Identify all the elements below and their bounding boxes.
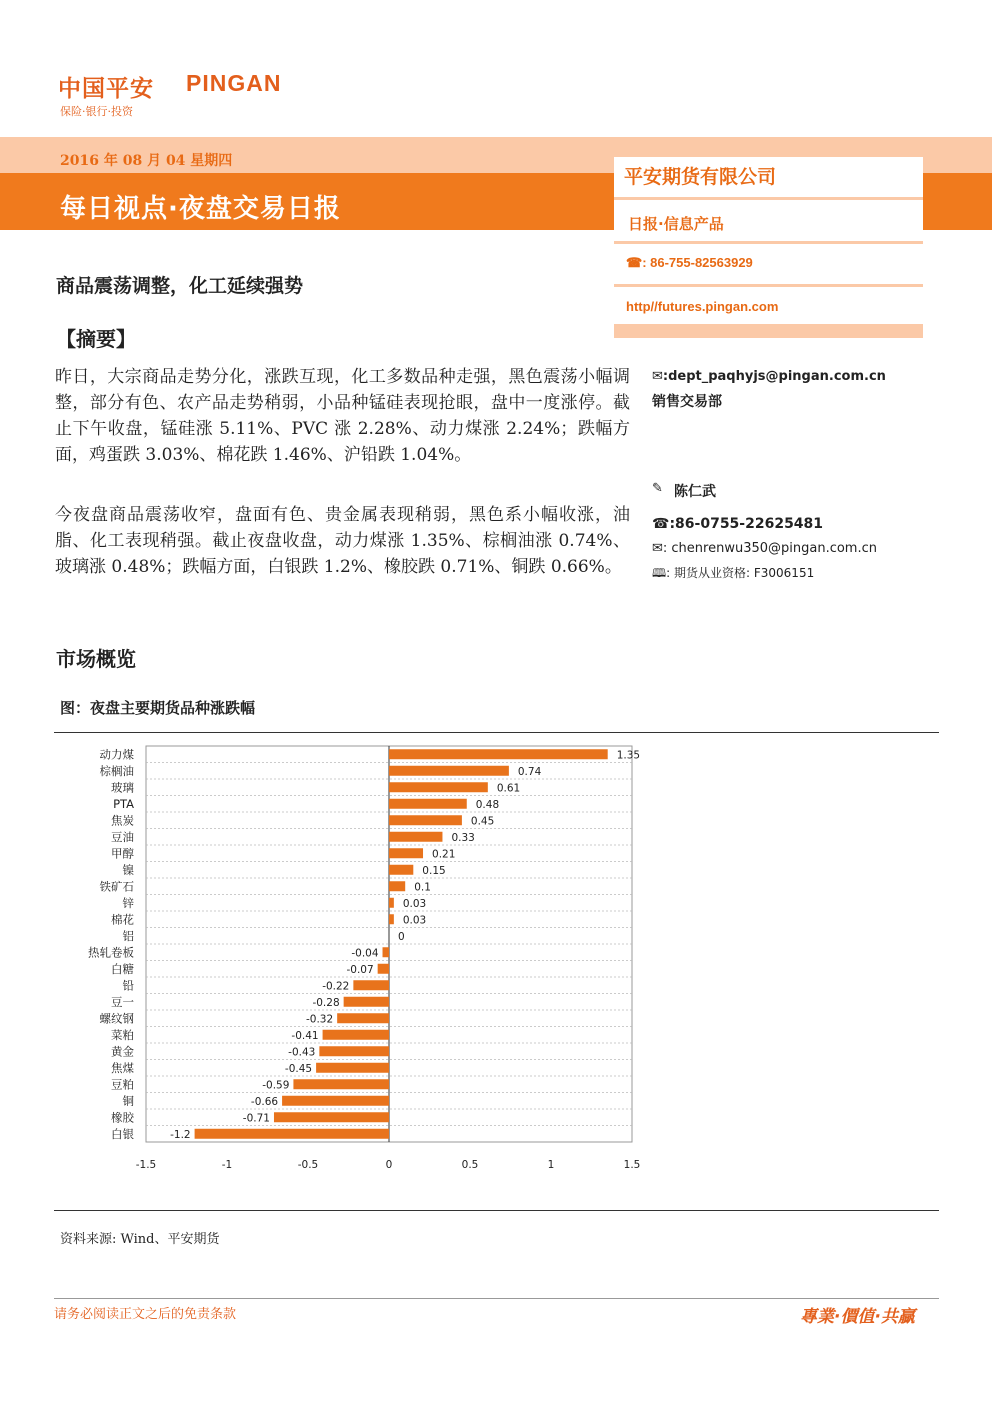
bar [316, 1063, 389, 1073]
value-label: 0.61 [496, 782, 521, 795]
bar [389, 865, 413, 875]
report-date: 2016 年 08 月 04 星期四 [60, 153, 233, 169]
slogan: 專業·價值·共贏 [800, 1307, 915, 1327]
author-phone: ☎:86-0755-22625481 [652, 516, 824, 532]
value-label: 0.21 [432, 848, 456, 861]
bar [389, 799, 467, 809]
bar [353, 980, 389, 990]
company-website-link[interactable]: http//futures.pingan.com [626, 299, 779, 314]
category-label: 镍 [122, 862, 134, 877]
category-label: PTA [113, 796, 134, 811]
dept-email-link[interactable]: ✉:dept_paqhyjs@pingan.com.cn [652, 369, 886, 384]
value-label: 1.35 [616, 749, 641, 762]
report-type: 日报·信息产品 [628, 215, 724, 233]
author-email-link[interactable]: ✉: chenrenwu350@pingan.com.cn [652, 541, 877, 556]
value-label: 0.03 [402, 914, 427, 927]
logo-subtitle: 保险·银行·投资 [60, 105, 133, 118]
x-tick-label: -1.5 [135, 1159, 157, 1171]
value-label: 0.03 [402, 897, 427, 910]
value-label: -0.04 [351, 947, 379, 960]
category-label: 铝 [122, 928, 134, 943]
category-label: 螺纹钢 [99, 1011, 134, 1026]
bar [319, 1046, 389, 1056]
category-label: 白银 [111, 1126, 134, 1141]
bar [383, 947, 389, 957]
category-label: 黄金 [111, 1044, 134, 1059]
pen-icon: ✎ [652, 481, 663, 496]
value-label: 0.74 [517, 765, 542, 778]
x-tick-label: 0 [385, 1159, 393, 1171]
category-label: 玻璃 [111, 780, 134, 795]
bar [389, 815, 462, 825]
category-label: 动力煤 [99, 747, 134, 762]
bar [389, 749, 608, 759]
panel-bottom-bar [614, 324, 923, 338]
value-label: -0.45 [284, 1062, 313, 1075]
panel-divider [614, 284, 923, 287]
category-label: 甲醇 [111, 846, 134, 861]
bar [389, 881, 405, 891]
bar [389, 914, 394, 924]
category-label: 铁矿石 [99, 879, 134, 894]
disclaimer-link[interactable]: 请务必阅读正文之后的免责条款 [54, 1307, 237, 1322]
bar [389, 782, 488, 792]
value-label: 0.15 [422, 864, 446, 877]
bar [274, 1112, 389, 1122]
bar [389, 898, 394, 908]
panel-divider [614, 197, 923, 200]
author-license: 🕮: 期货从业资格: F3006151 [652, 566, 815, 580]
change-bar-chart [54, 740, 939, 1180]
value-label: -0.71 [242, 1112, 270, 1125]
category-label: 棉花 [111, 912, 134, 927]
value-label: -0.07 [346, 963, 374, 976]
value-label: -0.32 [305, 1013, 334, 1026]
headline: 商品震荡调整，化工延续强势 [56, 275, 304, 297]
section-heading: 市场概览 [56, 647, 136, 671]
dept-name: 销售交易部 [652, 394, 722, 410]
category-label: 豆油 [111, 829, 134, 844]
summary-heading: 【摘要】 [56, 327, 136, 351]
category-label: 菜粕 [111, 1027, 134, 1042]
report-title: 每日视点·夜盘交易日报 [60, 194, 341, 224]
value-label: -1.2 [170, 1128, 191, 1141]
value-label: -0.22 [322, 980, 350, 993]
logo-en: PINGAN [186, 70, 282, 96]
footer-rule [54, 1298, 939, 1299]
category-label: 锌 [122, 895, 134, 910]
figure-title: 图：夜盘主要期货品种涨跌幅 [60, 699, 256, 717]
x-tick-label: 0.5 [461, 1159, 479, 1171]
category-label: 铜 [122, 1093, 134, 1108]
category-label: 橡胶 [111, 1110, 134, 1125]
company-name: 平安期货有限公司 [624, 166, 777, 188]
panel-divider [614, 241, 923, 244]
data-source: 资料来源: Wind、平安期货 [60, 1232, 220, 1247]
category-label: 焦煤 [111, 1060, 134, 1075]
category-label: 热轧卷板 [88, 945, 134, 960]
bar [389, 848, 423, 858]
category-label: 铅 [122, 978, 134, 993]
value-label: -0.28 [312, 996, 340, 1009]
x-tick-label: 1.5 [623, 1159, 641, 1171]
value-label: 0.45 [470, 815, 495, 828]
category-label: 棕榈油 [99, 763, 134, 778]
logo-cn: 中国平安 [58, 76, 154, 102]
summary-paragraph-2: 今夜盘商品震荡收窄，盘面有色、贵金属表现稍弱，黑色系小幅收涨，油脂、化工表现稍强。截止夜盘收盘，动力煤涨 1.35%、棕榈油涨 0.74%、玻璃涨 0.48%；跌幅方面，白银跌 1.2%、橡胶跌 0.71%、铜跌 0.66%。 [55, 505, 630, 577]
summary-paragraph-1: 昨日，大宗商品走势分化，涨跌互现，化工多数品种走强，黑色震荡小幅调整，部分有色、农产品走势稍弱，小品种锰硅表现抢眼，盘中一度涨停。截止下午收盘，锰硅涨 5.11%、PVC 涨 2.28%、动力煤涨 2.24%；跌幅方面，鸡蛋跌 3.03%、棉花跌 1.46%、沪铅跌 1.04%。 [55, 367, 630, 465]
bar [337, 1013, 389, 1023]
value-label: 0 [398, 930, 405, 943]
author-name: 陈仁武 [674, 484, 716, 500]
value-label: 0.48 [475, 798, 500, 811]
bar [378, 964, 389, 974]
x-tick-label: -1 [221, 1159, 233, 1171]
bar [195, 1129, 389, 1139]
value-label: -0.41 [291, 1029, 319, 1042]
bar [389, 832, 442, 842]
x-tick-label: 1 [547, 1159, 555, 1171]
value-label: -0.59 [262, 1079, 290, 1092]
company-phone: ☎: 86-755-82563929 [626, 255, 753, 270]
category-label: 豆一 [111, 994, 134, 1009]
bar [282, 1096, 389, 1106]
category-label: 豆粕 [111, 1077, 134, 1092]
value-label: 0.1 [414, 881, 431, 894]
x-tick-label: -0.5 [297, 1159, 319, 1171]
value-label: -0.66 [250, 1095, 279, 1108]
value-label: -0.43 [288, 1046, 316, 1059]
category-label: 白糖 [111, 961, 134, 976]
bar [293, 1079, 389, 1089]
bar [323, 1030, 389, 1040]
bar [389, 766, 509, 776]
bar [344, 997, 389, 1007]
figure-bottom-rule [54, 1210, 939, 1211]
value-label: 0.33 [451, 831, 475, 844]
figure-top-rule [54, 732, 939, 733]
category-label: 焦炭 [111, 813, 134, 828]
